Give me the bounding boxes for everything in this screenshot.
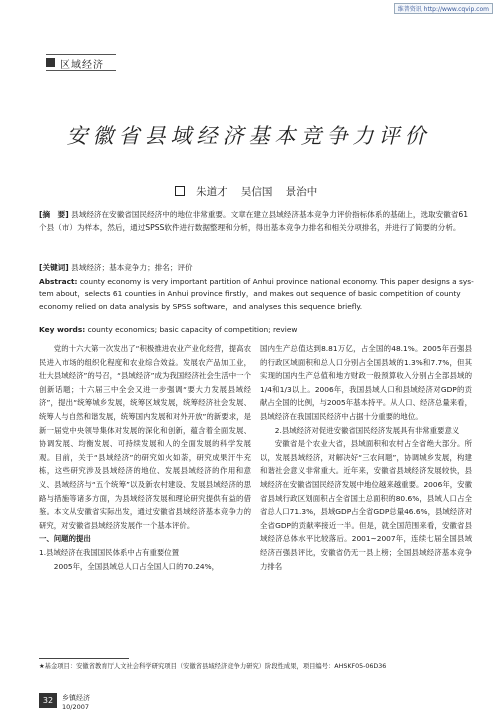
body-column-right: [260, 342, 472, 573]
subsection-heading: 1.县域经济在我国国民体系中占有重要位置: [39, 547, 180, 557]
author-marker-icon: [175, 186, 185, 196]
body-paragraph: 安徽省是个农业大省，县域面积和农村占全省绝大部分。所以，发展县域经济，对解决好“三农问题”，协调城乡发展，构建和谐社会意义非常重大。近年来，安徽省县域经济发展较快，县域经济在安徽省国民经济发展中地位越来越重要。2006年，安徽省县域行政区划面积占全省国土总面积的80.6%，县域人口占全省总人口71.3%，县域GDP占全省GDP总量46.6%，县域经济对全省GDP的贡献率接近一半。但是，就全国范围来看，安徽省县域经济总体水平比较落后。2001~2007年，连续七届全国县域经济百强县评比，安徽省仍无一县上榜；全国县域经济基本竞争力排名: [260, 439, 472, 571]
keywords-en: [39, 324, 474, 336]
keywords-cn-label: [关键词]: [39, 263, 69, 272]
abstract-cn-text: 县域经济在安徽省国民经济中的地位非常重要。文章在建立县域经济基本竞争力评价指标体系的基础上，选取安徽省61个县（市）为样本，然后，通过SPSS软件进行数据整理和分析，得出基本竞争力排名和相关分项排名，并进行了简要的分析。: [39, 210, 469, 232]
page-number: 32: [39, 693, 57, 708]
footnote-rule: [39, 658, 129, 659]
section-tag: [46, 54, 116, 71]
body-paragraph: 党的十六大第一次发出了“积极推进农业产业化经营，提高农民进入市场的组织化程度和农业综合效益。发展农产品加工业，壮大县域经济”的号召，“县域经济”成为我国经济社会生活中一个创新话题；十六届三中全会又进一步强调“要大力发展县域经济”，提出“统筹城乡发展，统筹区域发展，统筹经济社会发展、统筹人与自然和谐发展，统筹国内发展和对外开放”的新要求，是新一届党中央领导集体对发展的深化和创新，蕴含着全面发展、协调发展、均衡发展、可持续发展和人的全面发展的科学发展观。目前，关于“县域经济”的研究如火如荼，研究成果汗牛充栋，这些研究涉及县域经济的地位、发展县域经济的作用和意义、县域经济与“五个统筹”以及新农村建设、发展县域经济的思路与措施等诸多方面，为县域经济发展和理论研究提供有益的借鉴。本文从安徽省实际出发，通过安徽省县域经济基本竞争力的研究，对安徽省县域经济发展作一个基本评价。: [39, 344, 251, 530]
watermark: 维普资讯 http://www.cqvip.com: [394, 3, 493, 14]
body-paragraph: 国内生产总值达到8.81万亿，占全国的48.1%。2005年百强县的行政区域面积和总人口分别占全国县域的1.3%和7.7%，但其实现的国内生产总值和地方财政一般预算收入分别占全部县域的1/4和1/3以上。2006年，我国县域人口和县域经济对GDP的贡献占全国的比例，与2005年基本持平。从人口、经济总量来看，县域经济在我国国民经济中占据十分重要的地位。: [260, 344, 472, 421]
abstract-en: [39, 276, 474, 313]
keywords-en-label: Key words:: [39, 325, 86, 334]
subsection-heading: 2.县域经济对促进安徽省国民经济发展具有非常重要意义: [274, 425, 460, 435]
abstract-cn-label: [摘 要]: [39, 210, 69, 219]
author-name: 吴信国: [240, 186, 273, 198]
section-heading: 一、问题的提出: [39, 534, 91, 544]
article-title: 安徽省县域经济基本竞争力评价: [66, 124, 431, 148]
keywords-en-text: county economics; basic capacity of competition; review: [87, 325, 298, 334]
journal-name: 乡镇经济: [62, 694, 90, 702]
abstract-cn: [39, 209, 474, 234]
journal-issue: 10/2007: [62, 703, 90, 711]
abstract-en-text: county economy is very important partition of Anhui province national economy. This paper designs a sys-tem about，selects 61 counties in Anhui province firstly，and makes out sequence of basic competition of county economy relied on data analysis by SPSS software，and analyses this sequence briefly.: [39, 277, 474, 311]
body-paragraph: 2005年，全国县域总人口占全国人口的70.24%，: [53, 561, 220, 571]
section-tag-square: [46, 58, 55, 67]
footnote: ★基金项目：安徽省教育厅人文社会科学研究项目（安徽省县域经济竞争力研究）阶段性成果，项目编号：AHSKF05-06D36: [39, 663, 387, 670]
abstract-en-label: Abstract:: [39, 277, 78, 286]
keywords-cn: [39, 262, 474, 275]
section-tag-label: 区域经济: [60, 60, 104, 71]
body-column-left: [39, 342, 251, 573]
author-name: 朱道才: [196, 186, 228, 198]
keywords-cn-text: 县域经济；基本竞争力；排名；评价: [71, 263, 193, 272]
author-name: 景治中: [285, 186, 318, 198]
authors: [0, 184, 497, 199]
